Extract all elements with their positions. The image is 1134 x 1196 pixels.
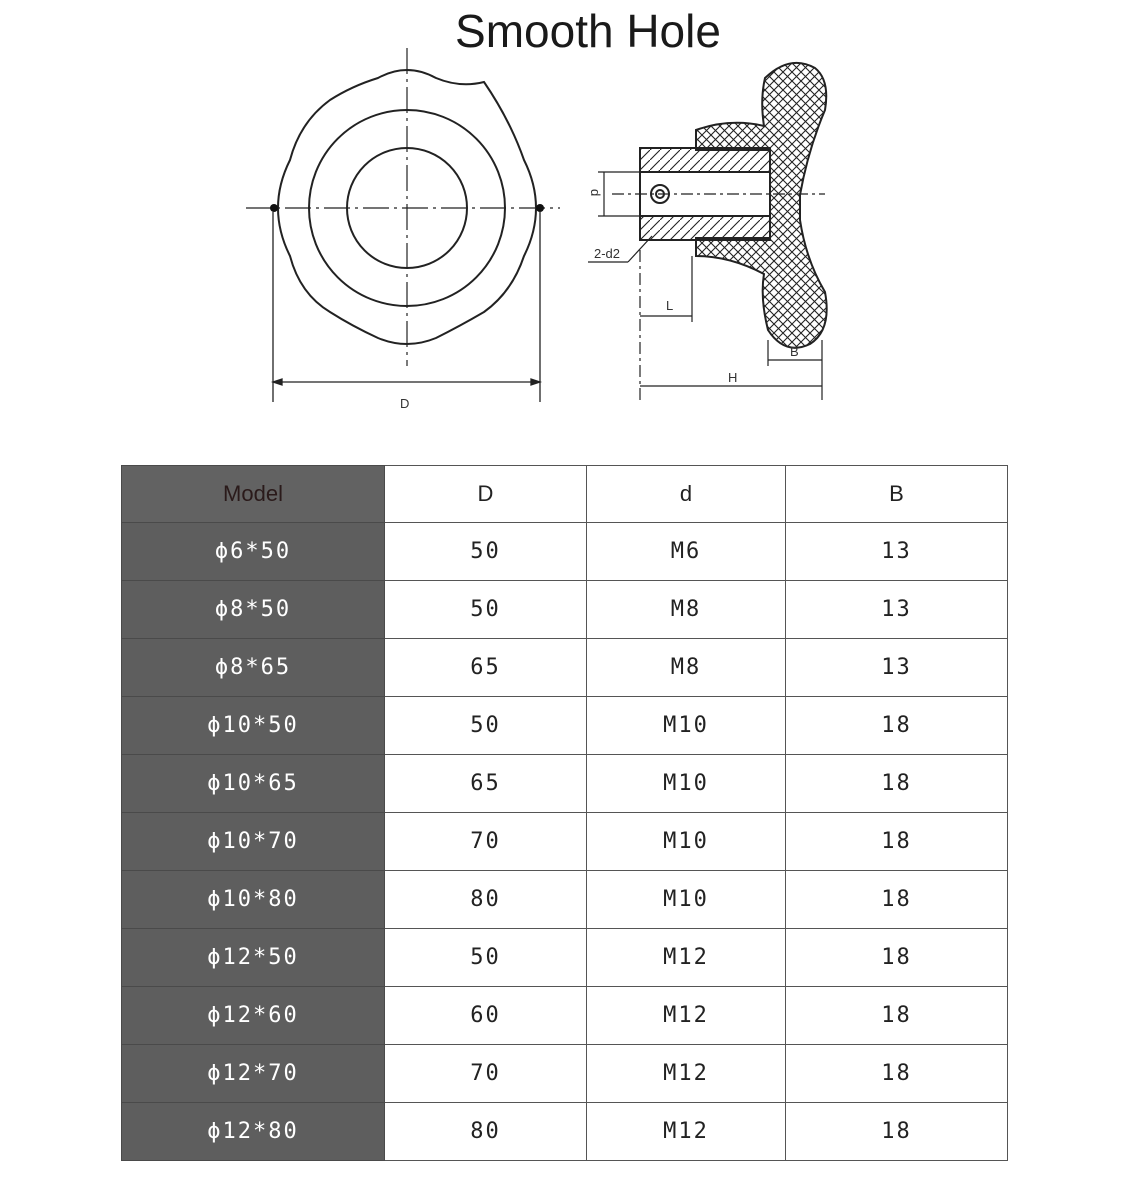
cell-model: ϕ12*80: [122, 1103, 385, 1161]
cell-d: M12: [587, 929, 786, 987]
cell-B: 18: [786, 755, 1008, 813]
cell-d: M6: [587, 523, 786, 581]
cell-D: 80: [385, 871, 587, 929]
table-header-row: [122, 466, 1008, 523]
header-d: d: [587, 466, 786, 523]
cell-D: 50: [385, 929, 587, 987]
cell-d: M8: [587, 581, 786, 639]
cell-B: 18: [786, 1045, 1008, 1103]
header-D: D: [385, 466, 587, 523]
cell-d: M12: [587, 987, 786, 1045]
right-hole-dot: [536, 204, 544, 212]
cell-d: M10: [587, 755, 786, 813]
cell-D: 65: [385, 639, 587, 697]
cell-d: M12: [587, 1103, 786, 1161]
table-row: [122, 871, 1008, 929]
table-row: [122, 1045, 1008, 1103]
cell-model: ϕ10*70: [122, 813, 385, 871]
table-row: [122, 929, 1008, 987]
cell-B: 18: [786, 929, 1008, 987]
cell-model: ϕ12*70: [122, 1045, 385, 1103]
table-row: [122, 581, 1008, 639]
cell-B: 18: [786, 871, 1008, 929]
header-B: B: [786, 466, 1008, 523]
table-row: [122, 755, 1008, 813]
cell-B: 18: [786, 813, 1008, 871]
cell-model: ϕ10*65: [122, 755, 385, 813]
cell-model: ϕ8*65: [122, 639, 385, 697]
dimension-L-label: L: [666, 298, 674, 313]
technical-drawing: [0, 0, 1134, 460]
cell-model: ϕ12*50: [122, 929, 385, 987]
cell-d: M12: [587, 1045, 786, 1103]
dimension-d-label: d: [588, 189, 603, 197]
table-row: [122, 1103, 1008, 1161]
header-model: Model: [122, 466, 385, 523]
table-row: [122, 813, 1008, 871]
cell-B: 18: [786, 987, 1008, 1045]
front-view-centerlines: [246, 48, 560, 366]
table-row: [122, 523, 1008, 581]
table-row: [122, 987, 1008, 1045]
cell-B: 18: [786, 697, 1008, 755]
cell-B: 13: [786, 639, 1008, 697]
table-row: [122, 639, 1008, 697]
cell-d: M10: [587, 871, 786, 929]
cell-D: 65: [385, 755, 587, 813]
cell-D: 50: [385, 581, 587, 639]
dimension-d2-label: 2-d2: [594, 246, 621, 261]
cell-B: 18: [786, 1103, 1008, 1161]
cell-model: ϕ6*50: [122, 523, 385, 581]
dimension-B-label: B: [790, 344, 799, 359]
cell-model: ϕ10*50: [122, 697, 385, 755]
cell-D: 70: [385, 1045, 587, 1103]
dimension-D-label: D: [400, 396, 410, 411]
cell-d: M8: [587, 639, 786, 697]
cell-B: 13: [786, 581, 1008, 639]
cell-D: 80: [385, 1103, 587, 1161]
cell-model: ϕ12*60: [122, 987, 385, 1045]
cell-B: 13: [786, 523, 1008, 581]
cell-d: M10: [587, 697, 786, 755]
page-title: Smooth Hole: [455, 5, 721, 57]
cell-model: ϕ8*50: [122, 581, 385, 639]
cell-d: M10: [587, 813, 786, 871]
cell-D: 50: [385, 697, 587, 755]
left-hole-dot: [270, 204, 278, 212]
cell-D: 70: [385, 813, 587, 871]
spec-table: [121, 465, 1008, 1161]
dimension-H-label: H: [728, 370, 738, 385]
cell-model: ϕ10*80: [122, 871, 385, 929]
table-row: [122, 697, 1008, 755]
cell-D: 60: [385, 987, 587, 1045]
cell-D: 50: [385, 523, 587, 581]
